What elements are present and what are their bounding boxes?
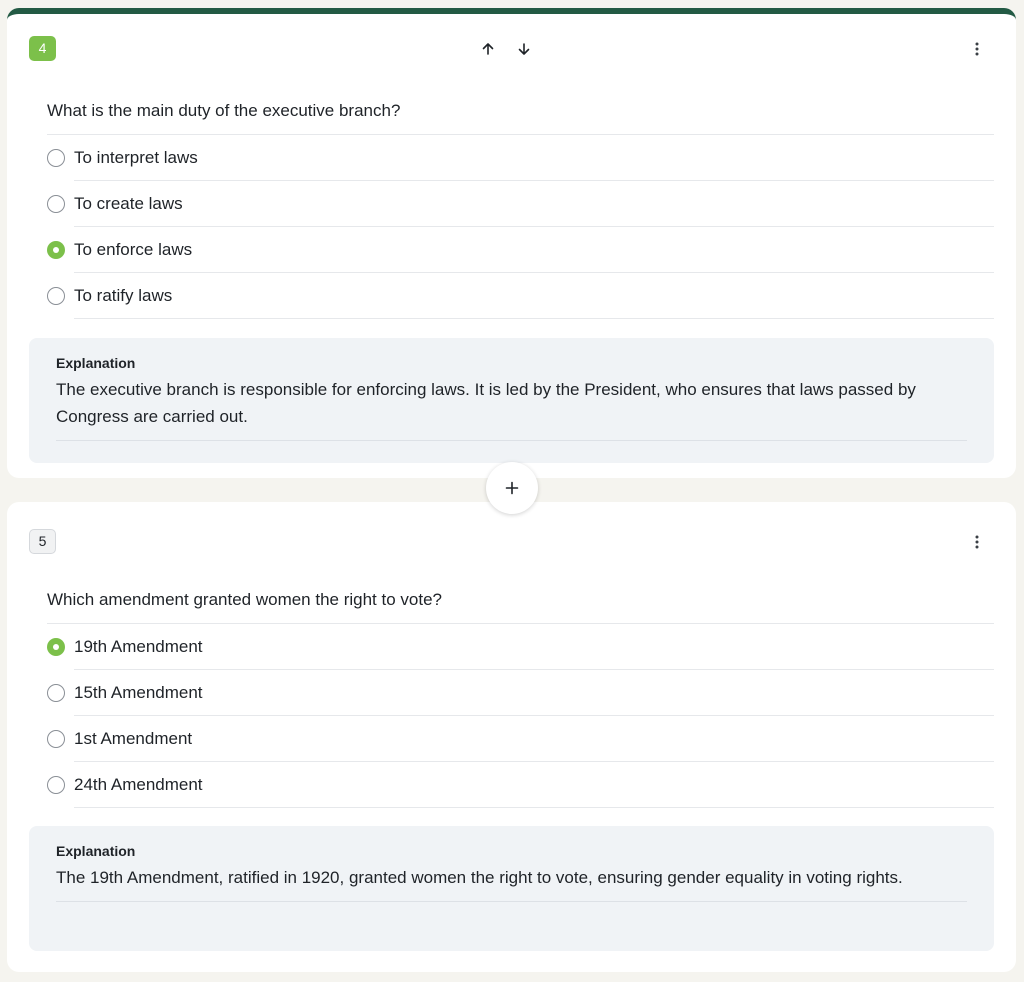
radio-button[interactable] xyxy=(47,149,65,167)
explanation-text[interactable]: The 19th Amendment, ratified in 1920, granted women the right to vote, ensuring gender equality in voting rights. xyxy=(56,864,967,902)
radio-button[interactable] xyxy=(47,730,65,748)
question-number-badge: 4 xyxy=(29,36,56,61)
arrow-up-icon[interactable] xyxy=(477,38,499,60)
answer-option-label: To interpret laws xyxy=(74,135,994,181)
answer-option-label: 24th Amendment xyxy=(74,762,994,808)
question-card-4[interactable] xyxy=(7,8,1016,478)
answer-option-label: To ratify laws xyxy=(74,273,994,319)
answer-option-label: 1st Amendment xyxy=(74,716,994,762)
question-number-badge: 5 xyxy=(29,529,56,554)
answer-option[interactable] xyxy=(47,762,994,808)
radio-button[interactable] xyxy=(47,195,65,213)
question-text[interactable]: Which amendment granted women the right to vote? xyxy=(47,577,994,624)
question-text[interactable]: What is the main duty of the executive branch? xyxy=(47,88,994,135)
reorder-controls xyxy=(477,38,535,60)
explanation-text[interactable]: The executive branch is responsible for enforcing laws. It is led by the President, who ensures that laws passed by Congress are carried out. xyxy=(56,376,967,441)
explanation-box xyxy=(29,826,994,951)
more-vertical-icon[interactable] xyxy=(966,531,988,553)
answer-option[interactable] xyxy=(47,670,994,716)
arrow-down-icon[interactable] xyxy=(513,38,535,60)
plus-icon xyxy=(505,481,519,495)
answer-option[interactable] xyxy=(47,227,994,273)
answer-options xyxy=(47,135,994,319)
answer-option[interactable] xyxy=(47,135,994,181)
answer-options xyxy=(47,624,994,808)
answer-option-label: 15th Amendment xyxy=(74,670,994,716)
answer-option-label: To create laws xyxy=(74,181,994,227)
add-question-button[interactable] xyxy=(486,462,538,514)
explanation-title: Explanation xyxy=(56,843,136,859)
answer-option[interactable] xyxy=(47,624,994,670)
question-card-5[interactable] xyxy=(7,502,1016,972)
radio-button-selected[interactable] xyxy=(47,638,65,656)
radio-button[interactable] xyxy=(47,684,65,702)
answer-option-label: To enforce laws xyxy=(74,227,994,273)
more-vertical-icon[interactable] xyxy=(966,38,988,60)
explanation-title: Explanation xyxy=(56,355,136,371)
answer-option[interactable] xyxy=(47,716,994,762)
explanation-box xyxy=(29,338,994,463)
answer-option[interactable] xyxy=(47,273,994,319)
radio-button[interactable] xyxy=(47,287,65,305)
radio-button[interactable] xyxy=(47,776,65,794)
radio-button-selected[interactable] xyxy=(47,241,65,259)
answer-option[interactable] xyxy=(47,181,994,227)
answer-option-label: 19th Amendment xyxy=(74,624,994,670)
